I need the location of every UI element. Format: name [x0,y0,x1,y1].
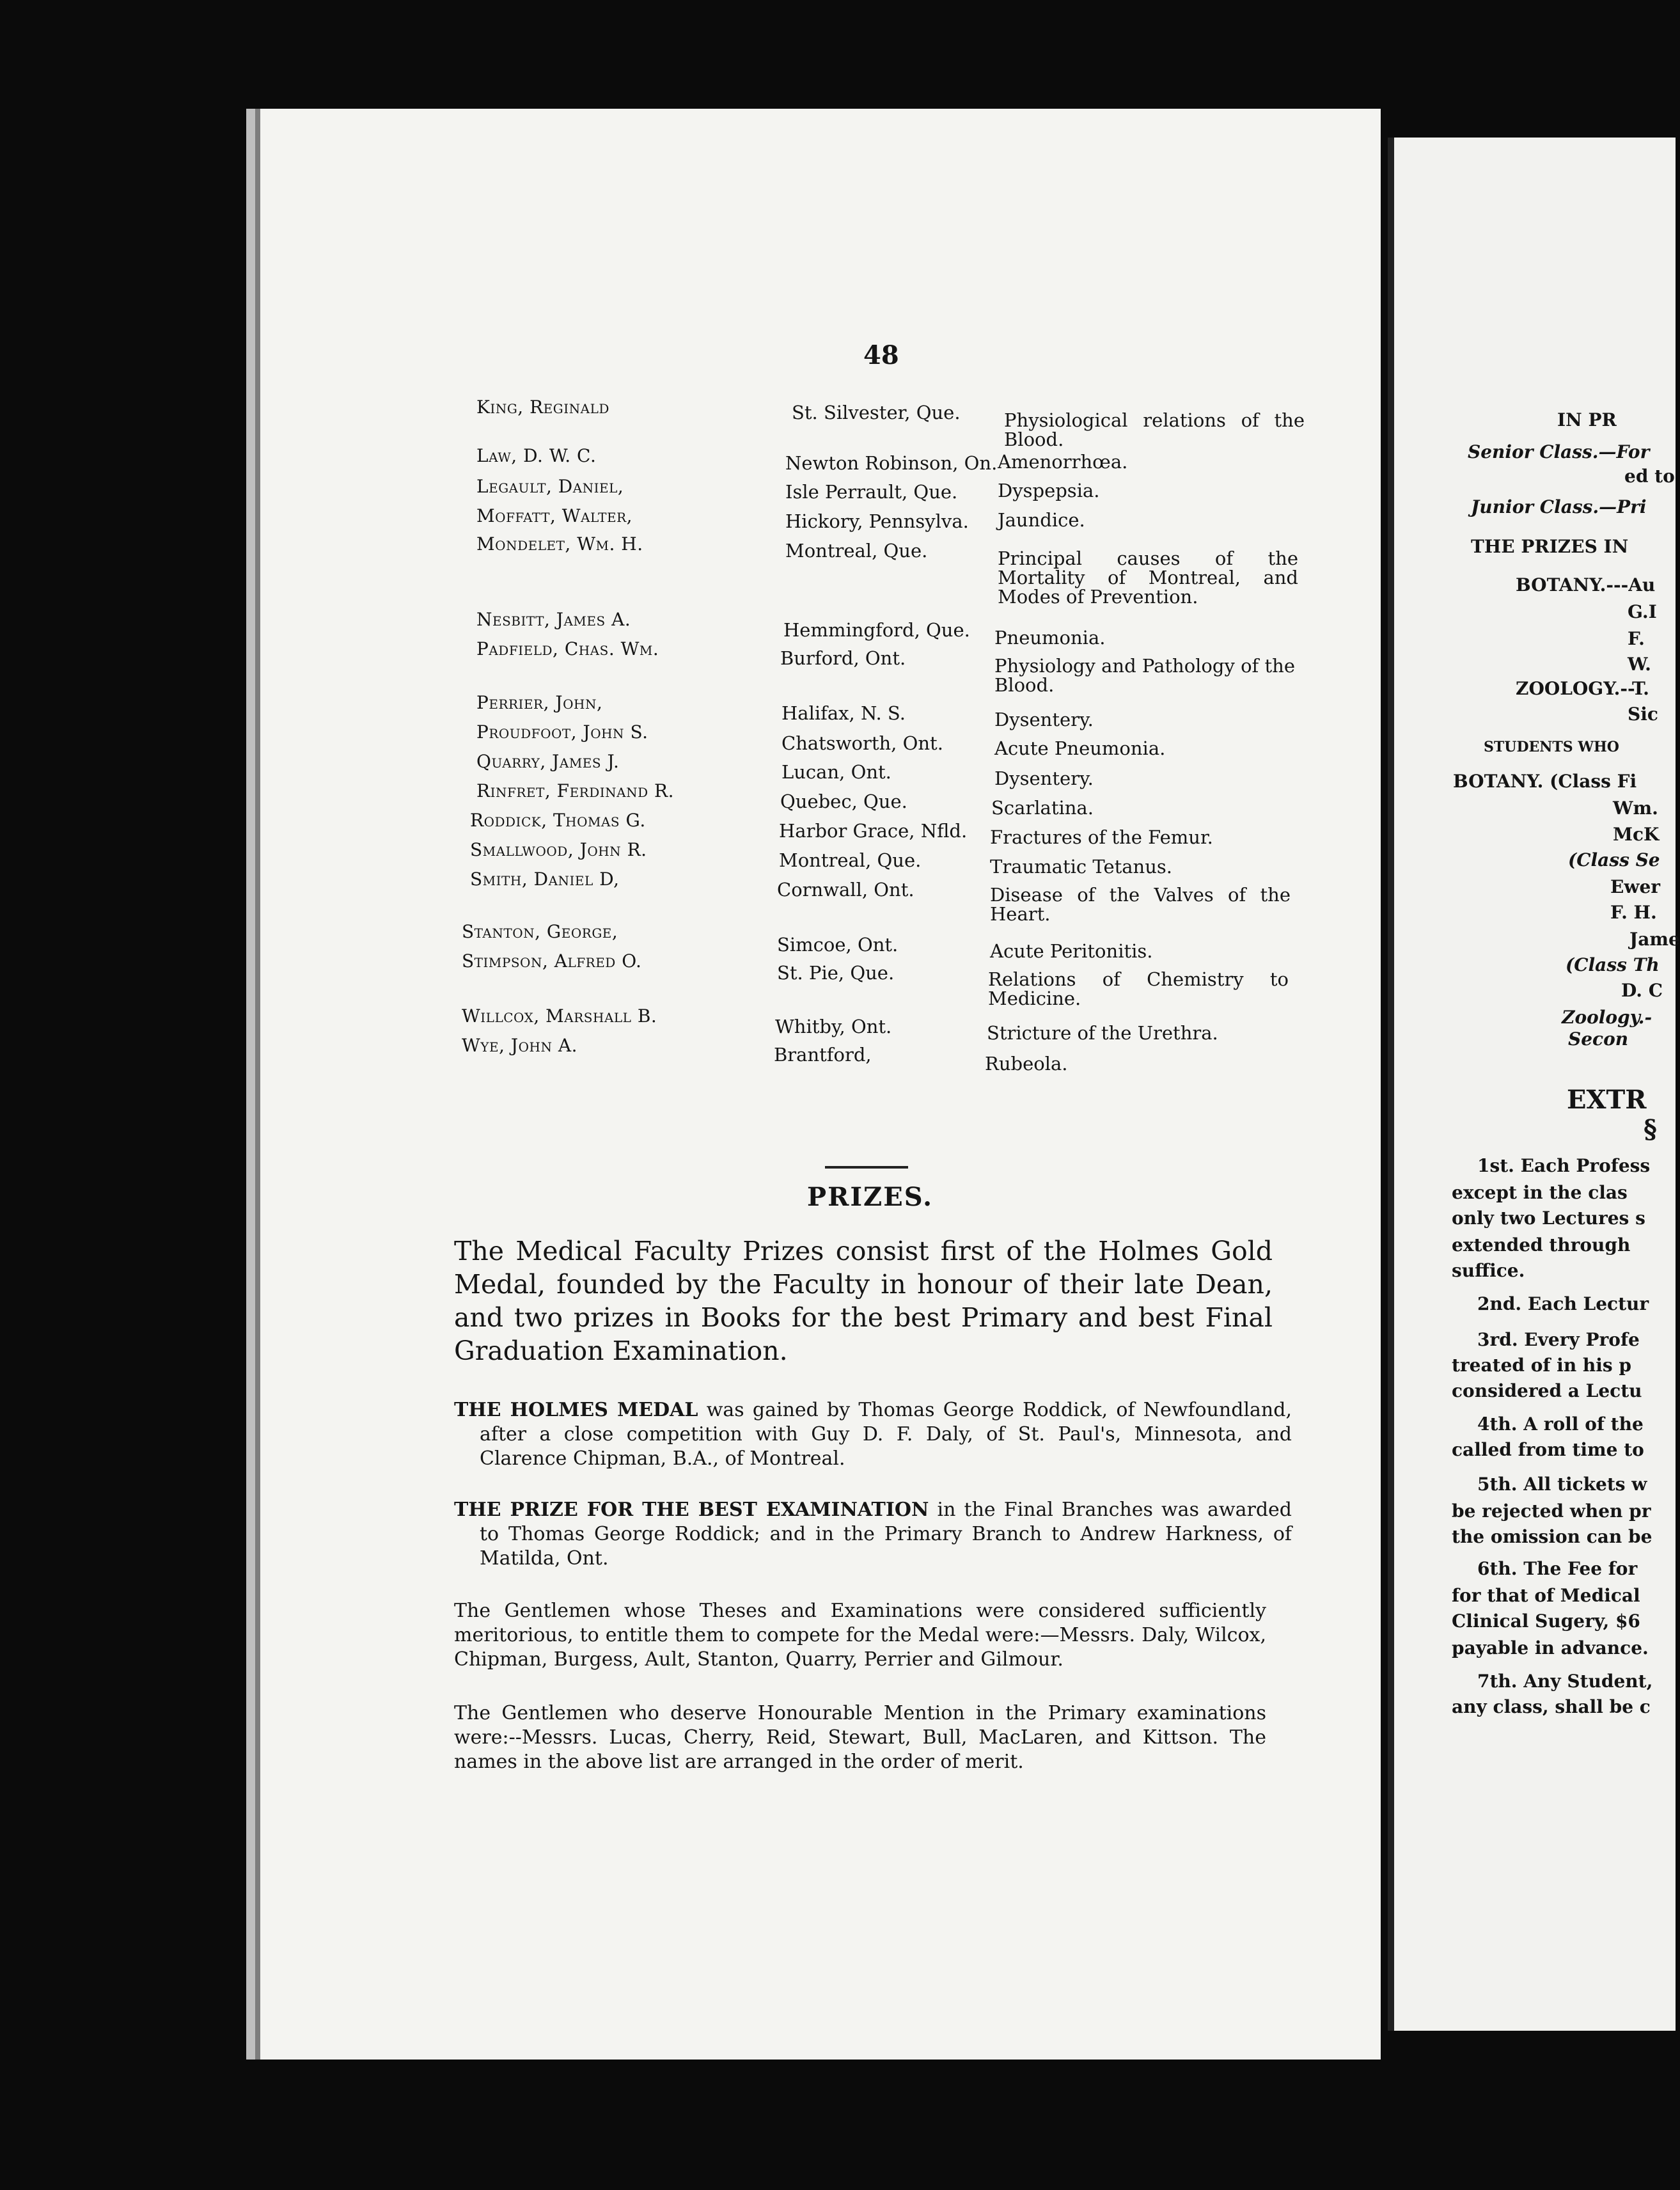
right-line: suffice. [1452,1260,1525,1281]
right-line: 3rd. Every Profe [1477,1329,1640,1350]
prizes-intro: The Medical Faculty Prizes consist first of the Holmes Gold Medal, founded by the Faculty in honour of their late Dean, and two prizes in Books for the best Primary and best Final Graduation Examination. [454,1236,1273,1366]
graduate-place: Montreal, Que. [779,849,922,871]
right-line: THE PRIZES IN [1471,536,1629,557]
holmes-medal-text: was gained by Thomas George Roddick, of Newfoundland, after a close competition with Guy D. F. Daly, of St. Paul's, Minnesota, and Clarence Chipman, B.A., of Montreal. [480,1399,1292,1470]
graduate-thesis: Fractures of the Femur. [990,826,1213,848]
graduate-place: Burford, Ont. [780,647,906,669]
right-line: Wm. [1613,798,1658,819]
graduate-name: Smith, Daniel D, [470,869,620,890]
right-line: BOTANY.---Au [1516,574,1656,595]
graduate-thesis: Physiological relations of the Blood. [1004,409,1305,450]
prizes-heading: PRIZES. [807,1182,934,1212]
graduate-thesis: Stricture of the Urethra. [987,1022,1218,1044]
graduate-place: Hickory, Pennsylva. [785,510,969,532]
graduate-thesis: Principal causes of the Mortality of Montreal, and Modes of Prevention. [998,548,1298,608]
right-line: EXTR [1567,1085,1647,1115]
right-line: except in the clas [1452,1182,1628,1203]
right-line: G.I [1628,601,1657,622]
graduate-place: St. Silvester, Que. [792,402,961,423]
graduate-thesis: Amenorrhœa. [998,451,1128,473]
graduate-thesis: Physiology and Pathology of the Blood. [994,655,1295,696]
section-rule [825,1166,908,1169]
graduate-name: Roddick, Thomas G. [470,810,646,831]
graduate-name: Nesbitt, James A. [476,609,631,630]
graduate-name: Proudfoot, John S. [476,721,648,743]
right-line: McK [1613,824,1660,845]
graduate-name: Padfield, Chas. Wm. [476,638,659,659]
graduate-thesis: Acute Pneumonia. [994,737,1166,759]
right-line: 7th. Any Student, [1477,1671,1653,1692]
graduate-thesis: Rubeola. [985,1053,1068,1075]
graduate-place: Whitby, Ont. [775,1016,892,1037]
graduate-name: Wye, John A. [462,1035,577,1056]
right-line: IN PR [1557,409,1617,430]
right-line: Ewer [1610,876,1661,897]
right-line: 5th. All tickets w [1477,1474,1647,1495]
right-line: extended through [1452,1234,1631,1256]
graduate-thesis: Jaundice. [998,509,1085,531]
graduate-name: Quarry, James J. [476,751,620,772]
right-line: STUDENTS WHO [1484,739,1619,755]
right-line: called from time to [1452,1439,1644,1460]
graduate-place: Lucan, Ont. [781,761,891,783]
graduate-thesis: Relations of Chemistry to Medicine. [988,968,1289,1009]
holmes-medal-lead: THE HOLMES MEDAL [454,1399,698,1421]
right-line: Junior Class.—Pri [1471,496,1647,517]
graduate-place: St. Pie, Que. [777,962,895,984]
right-line: treated of in his p [1452,1355,1632,1376]
graduate-thesis: Pneumonia. [994,627,1106,649]
right-line: the omission can be [1452,1526,1653,1547]
graduate-name: Legault, Daniel, [476,476,624,497]
best-exam-lead: THE PRIZE FOR THE BEST EXAMINATION [454,1499,929,1521]
right-line: Sic [1628,704,1658,725]
graduate-place: Simcoe, Ont. [777,934,899,956]
honourable-mention-paragraph: The Gentlemen who deserve Honourable Mention in the Primary examinations were:--Messrs. Lucas, Cherry, Reid, Stewart, Bull, MacLaren, and Kittson. The names in the above list are arranged in the order of merit. [454,1702,1266,1773]
graduate-thesis: Traumatic Tetanus. [990,856,1173,878]
right-line: F. [1628,628,1645,649]
graduate-place: Chatsworth, Ont. [781,732,943,754]
graduate-name: Willcox, Marshall B. [462,1005,657,1027]
medal-competitors-paragraph: The Gentlemen whose Theses and Examinations were considered sufficiently meritorious, to entitle them to compete for the Medal were:—Messrs. Daly, Wilcox, Chipman, Burgess, Ault, Stanton, Quarry, Perrier and Gilmour. [454,1600,1266,1671]
right-line: considered a Lectu [1452,1380,1642,1401]
right-line: 6th. The Fee for [1477,1558,1638,1579]
right-line: (Class Th [1566,954,1660,975]
graduate-thesis: Dyspepsia. [998,480,1100,501]
right-line: Secon [1568,1028,1629,1050]
graduate-thesis: Dysentery. [994,709,1094,730]
right-line: BOTANY. (Class Fi [1453,771,1637,792]
graduate-name: Law, D. W. C. [476,445,597,466]
right-line: Clinical Sugery, $6 [1452,1611,1640,1632]
graduate-thesis: Disease of the Valves of the Heart. [990,884,1291,925]
graduate-place: Newton Robinson, On. [785,452,998,474]
right-line: (Class Se [1568,849,1660,870]
graduate-thesis: Acute Peritonitis. [990,940,1153,962]
graduate-place: Halifax, N. S. [781,702,906,724]
graduate-name: Stanton, George, [462,921,618,942]
right-line: 1st. Each Profess [1477,1155,1651,1176]
right-line: Senior Class.—For [1468,441,1650,462]
right-line: F. H. [1610,902,1657,923]
graduate-place: Montreal, Que. [785,540,928,562]
graduate-place: Brantford, [774,1044,872,1066]
right-line: be rejected when pr [1452,1501,1651,1522]
graduate-name: Stimpson, Alfred O. [462,950,642,972]
right-line: ed to [1624,466,1675,487]
graduate-name: King, Reginald [476,397,609,418]
graduate-name: Moffatt, Walter, [476,505,633,526]
graduate-place: Cornwall, Ont. [777,879,915,901]
right-line: W. [1628,654,1651,675]
graduate-name: Mondelet, Wm. H. [476,533,643,555]
graduate-name: Smallwood, John R. [470,839,647,860]
graduate-thesis: Scarlatina. [991,797,1094,819]
best-exam-paragraph [454,1498,1292,1571]
best-exam-text: in the Final Branches was awarded to Thomas George Roddick; and in the Primary Branch to Andrew Harkness, of Matilda, Ont. [480,1499,1292,1570]
graduate-place: Hemmingford, Que. [783,619,970,641]
graduate-place: Quebec, Que. [780,791,907,812]
right-line: Zoology.- [1562,1007,1653,1028]
page-number: 48 [863,340,899,370]
right-line: only two Lectures s [1452,1208,1645,1229]
right-page [1388,138,1676,2031]
graduate-place: Harbor Grace, Nfld. [779,820,968,842]
graduate-place: Isle Perrault, Que. [785,481,958,503]
right-line: 4th. A roll of the [1477,1414,1644,1435]
holmes-medal-paragraph [454,1398,1292,1471]
right-line: for that of Medical [1452,1585,1640,1606]
graduate-name: Rinfret, Ferdinand R. [476,780,675,801]
right-line: 2nd. Each Lectur [1477,1293,1649,1314]
right-line: § [1644,1114,1657,1144]
graduate-name: Perrier, John, [476,692,603,713]
right-line: any class, shall be c [1452,1696,1651,1717]
right-line: ZOOLOGY.--T. [1516,678,1649,699]
right-line: D. C [1621,980,1663,1001]
right-line: payable in advance. [1452,1637,1649,1658]
right-line: Jame [1629,929,1680,950]
graduate-thesis: Dysentery. [994,768,1094,789]
